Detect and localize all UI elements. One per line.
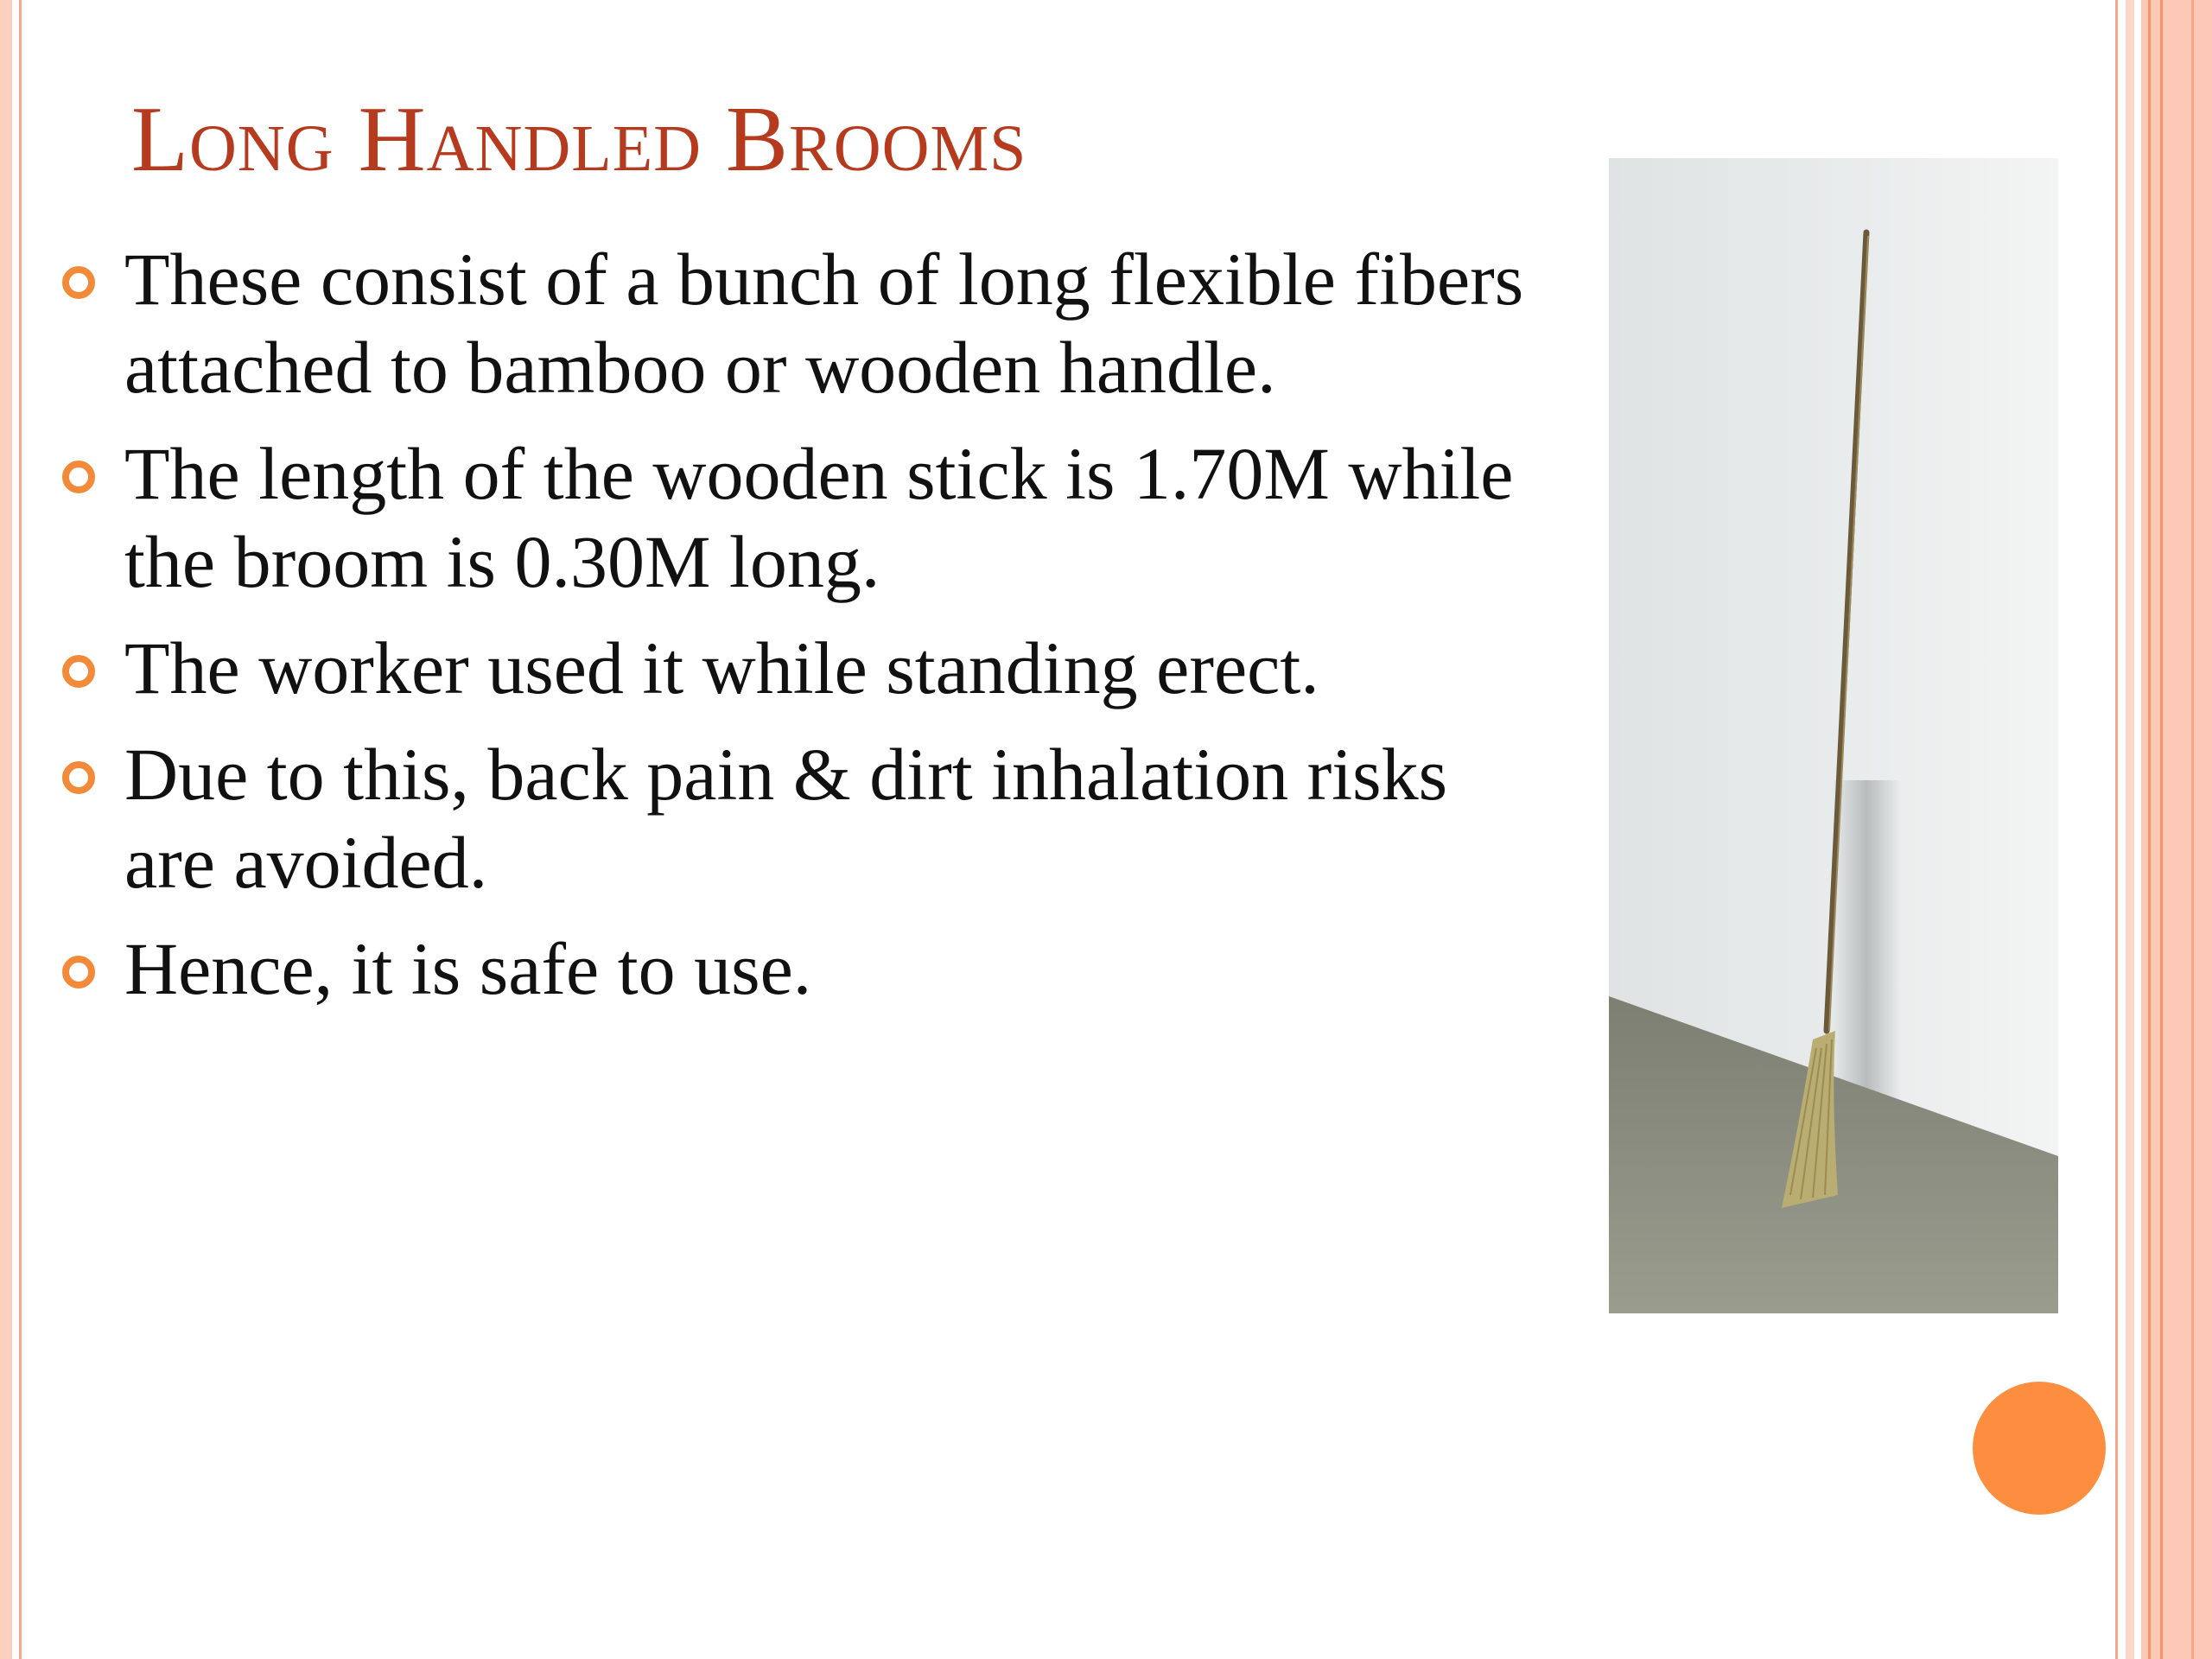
right-border-line [2160,0,2163,1659]
broom-photo [1609,158,2058,1313]
bullet-item [60,730,1547,906]
left-border-stripe [0,0,12,1659]
bullet-text: Due to this, back pain & dirt inhalation risks are avoided. [124,733,1448,904]
right-border-line [2148,0,2151,1659]
left-border-line [19,0,22,1659]
hollow-circle-icon [62,266,95,299]
right-border-line [2115,0,2118,1659]
right-border-band [2141,0,2212,1659]
right-border-stripe [2126,0,2134,1659]
bullet-item [60,624,1547,712]
hollow-circle-icon [62,761,95,794]
right-border-line [2191,0,2194,1659]
bullet-list [60,235,1547,1031]
bullet-text: The length of the wooden stick is 1.70M while the broom is 0.30M long. [124,432,1514,603]
bullet-text: Hence, it is safe to use. [124,927,812,1010]
hollow-circle-icon [62,956,95,988]
orange-circle-decoration [1973,1382,2106,1515]
bullet-item [60,429,1547,606]
bullet-text: These consist of a bunch of long flexible fibers attached to bamboo or wooden handle. [124,238,1524,409]
bullet-text: The worker used it while standing erect. [124,626,1319,709]
bullet-item [60,235,1547,411]
hollow-circle-icon [62,461,95,493]
hollow-circle-icon [62,655,95,688]
bullet-item [60,925,1547,1013]
slide-title: Long Handled Brooms [131,88,1027,191]
